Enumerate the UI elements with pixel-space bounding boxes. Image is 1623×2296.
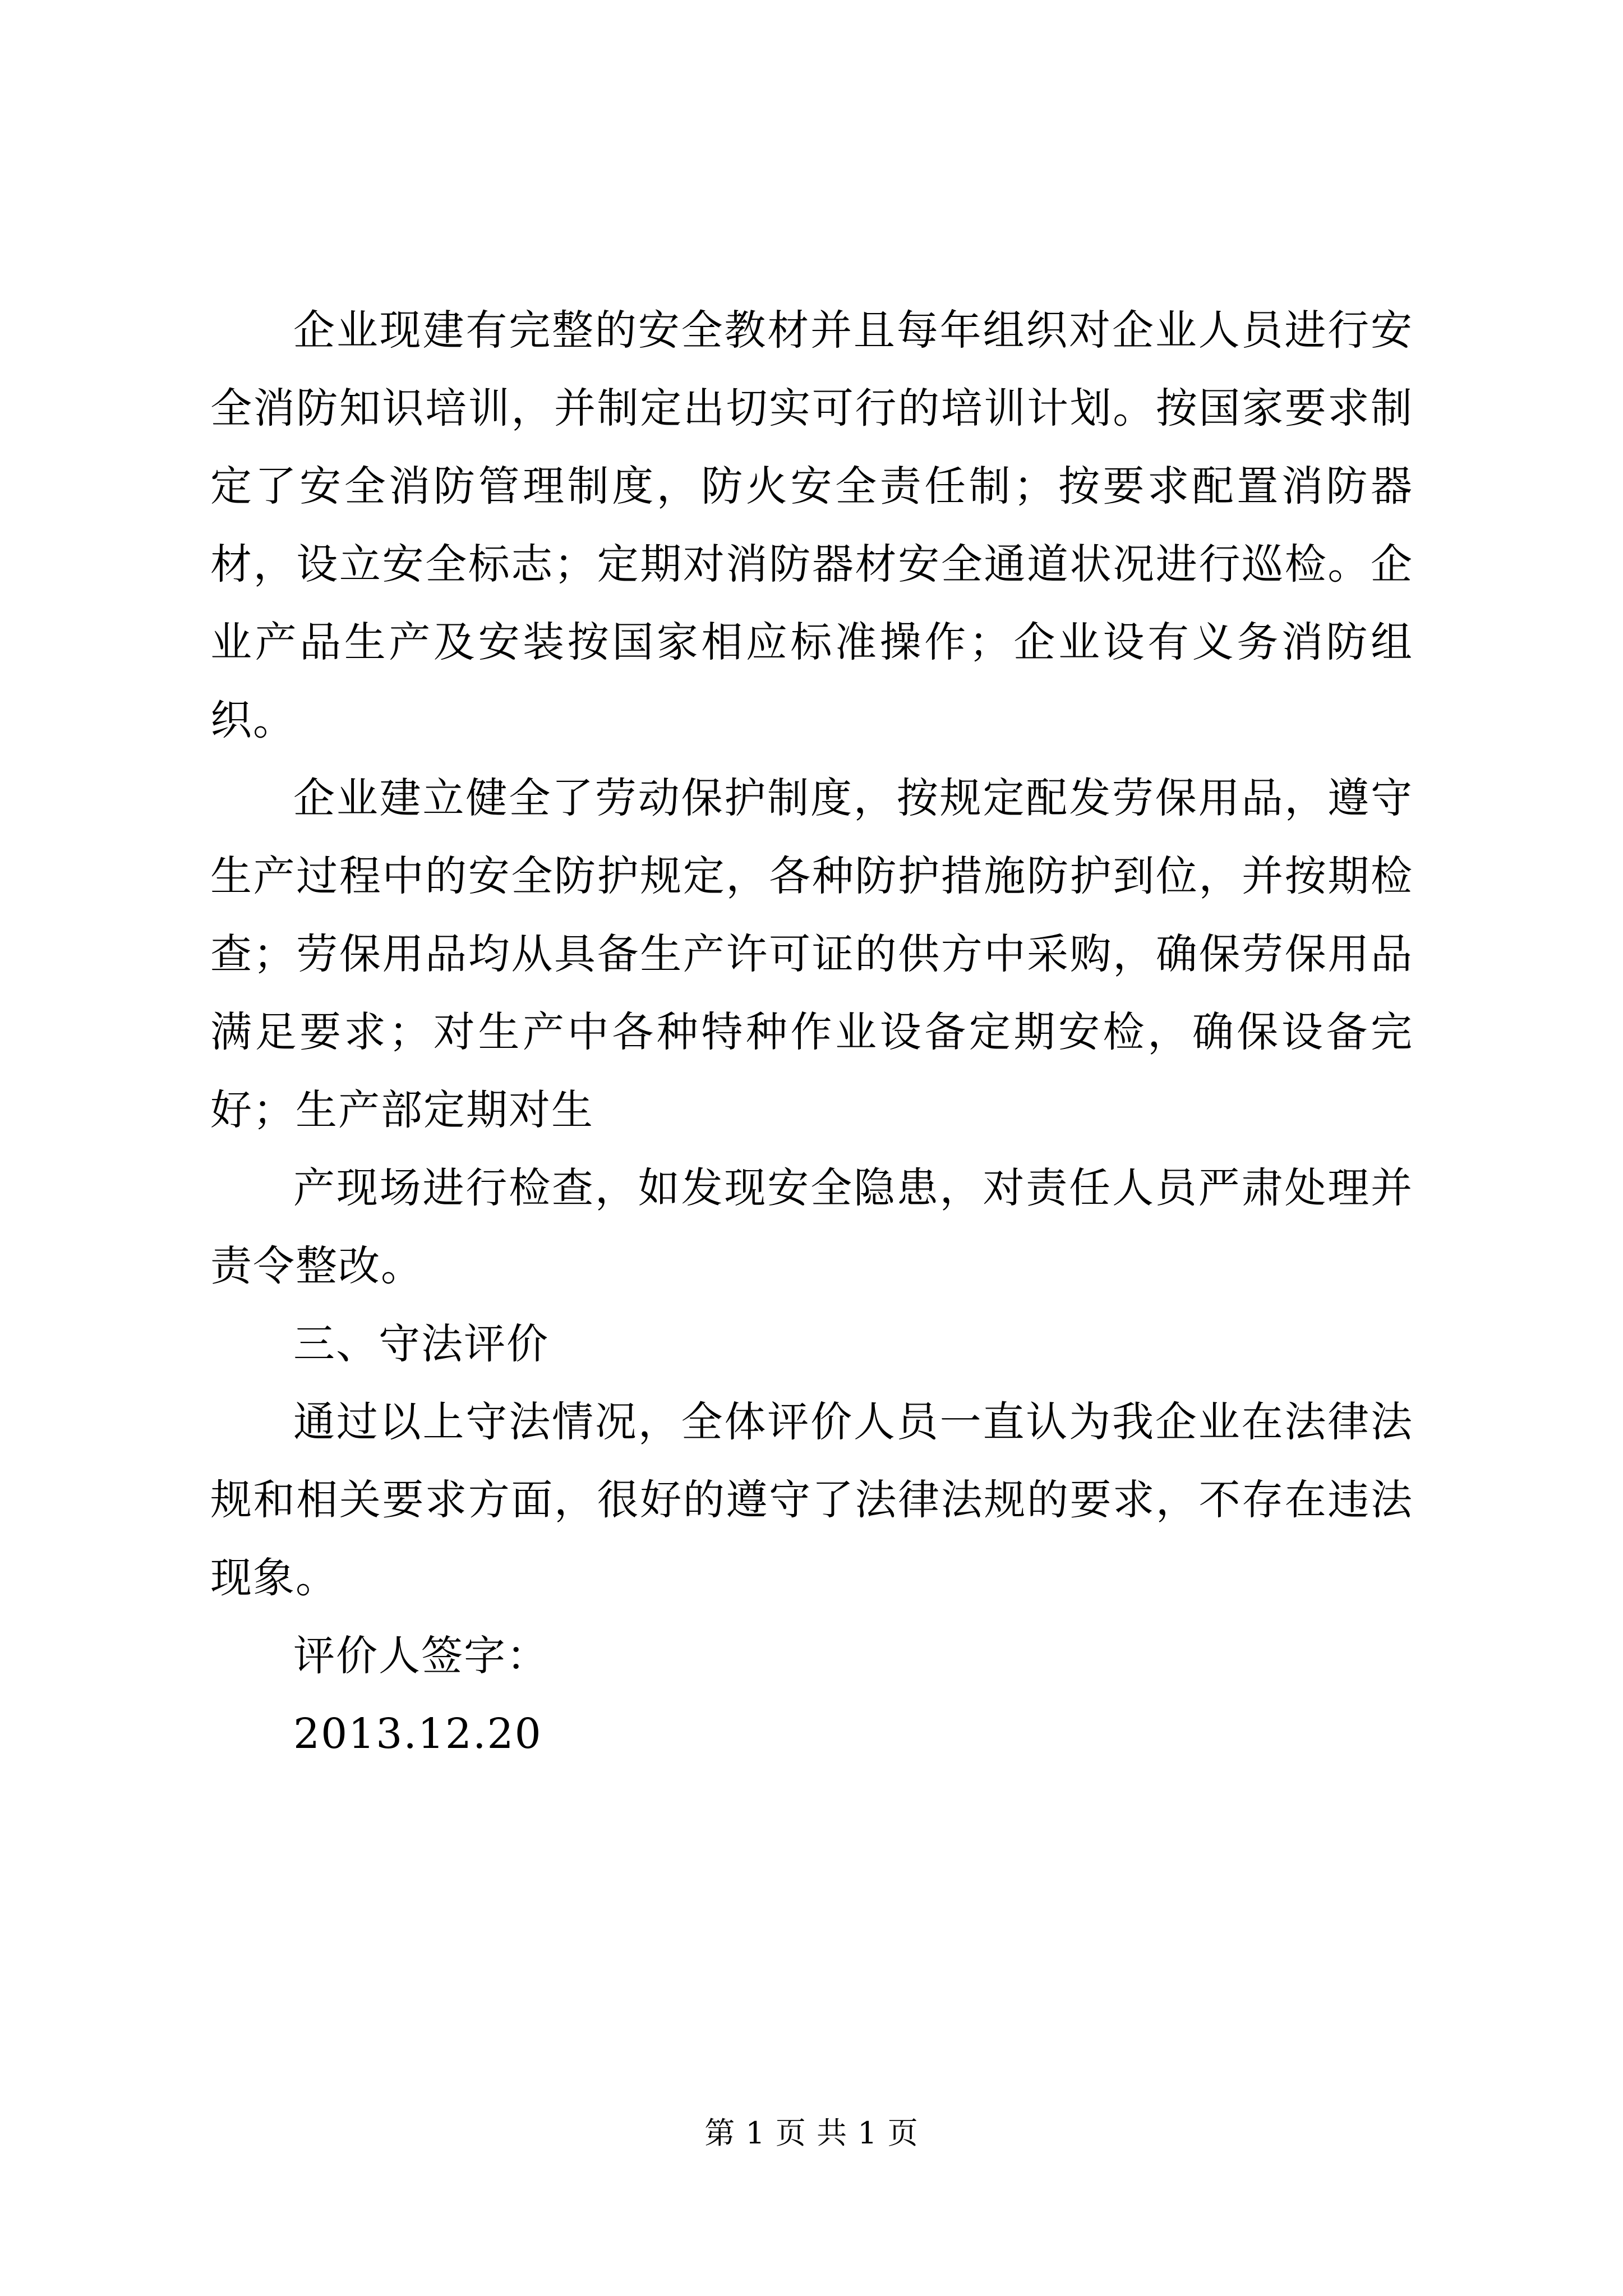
paragraph-evaluation-conclusion: 通过以上守法情况，全体评价人员一直认为我企业在法律法规和相关要求方面，很好的遵守了法律法规的要求，不存在违法现象。 bbox=[210, 1398, 1413, 1602]
paragraph-labor-protection: 企业建立健全了劳动保护制度，按规定配发劳保用品，遵守生产过程中的安全防护规定，各种防护措施防护到位，并按期检查；劳保用品均从具备生产许可证的供方中采购，确保劳保用品满足要求；对生产中各种特种作业设备定期安检，确保设备完好；生产部定期对生 bbox=[210, 774, 1413, 1134]
document-body bbox=[210, 292, 1413, 1773]
page-footer: 第 1 页 共 1 页 bbox=[704, 2115, 919, 2151]
paragraph-site-inspection: 产现场进行检查，如发现安全隐患，对责任人员严肃处理并责令整改。 bbox=[210, 1164, 1413, 1290]
document-date: 2013.12.20 bbox=[293, 1710, 542, 1758]
evaluator-signature-label: 评价人签字： bbox=[293, 1632, 549, 1680]
paragraph-safety-training: 企业现建有完整的安全教材并且每年组织对企业人员进行安全消防知识培训，并制定出切实可行的培训计划。按国家要求制定了安全消防管理制度，防火安全责任制；按要求配置消防器材，设立安全标志；定期对消防器材安全通道状况进行巡检。企业产品生产及安装按国家相应标准操作；企业设有义务消防组织。 bbox=[210, 306, 1413, 744]
section-heading-compliance-evaluation: 三、守法评价 bbox=[293, 1320, 549, 1368]
